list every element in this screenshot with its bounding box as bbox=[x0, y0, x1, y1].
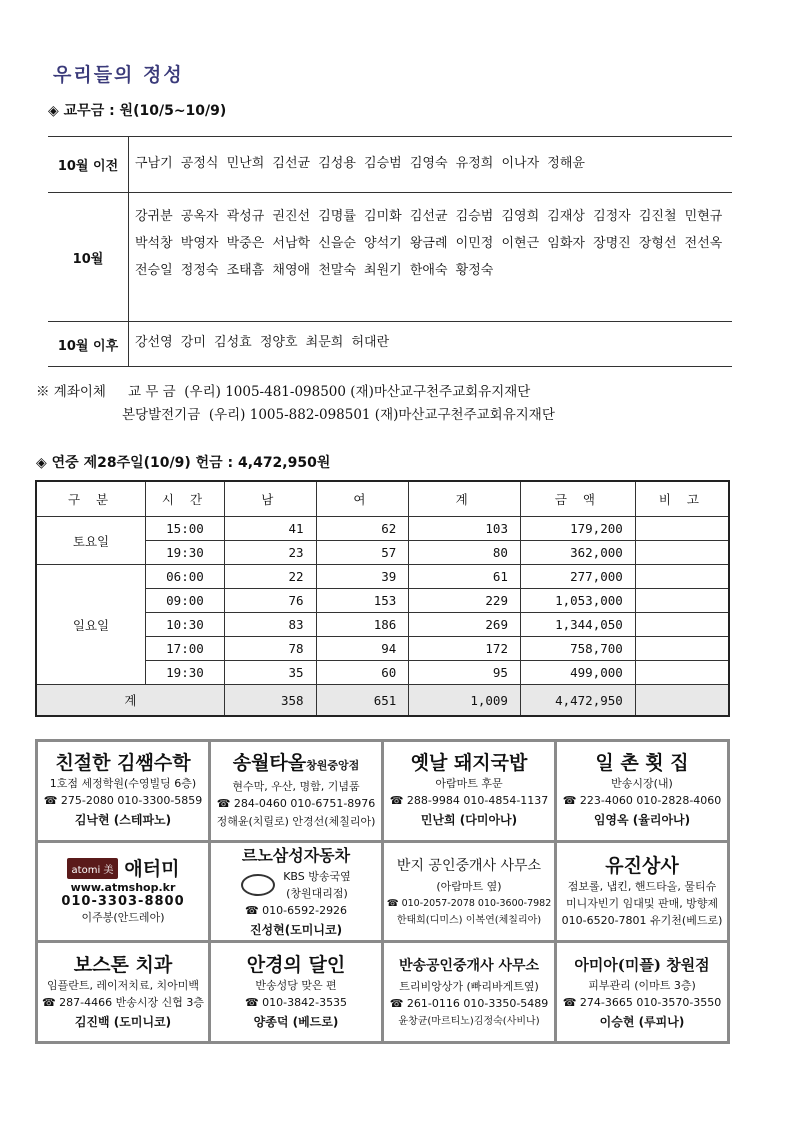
ad-title: 유진상사 bbox=[605, 854, 679, 877]
ad-phone: ☎ 288-9984 010-4854-1137 bbox=[389, 794, 549, 808]
cell: 35 bbox=[224, 661, 316, 685]
cell: 651 bbox=[316, 685, 409, 717]
divider bbox=[48, 192, 732, 193]
cell bbox=[635, 637, 729, 661]
cell: 09:00 bbox=[146, 589, 225, 613]
ad-phone: ☎ 010-3842-3535 bbox=[244, 995, 348, 1009]
cell: 758,700 bbox=[520, 637, 635, 661]
collection-heading: ◈ 연중 제28주일(10/9) 헌금 : 4,472,950원 bbox=[36, 455, 331, 471]
ad-line: 미니자빈기 임대및 판매, 방향제 bbox=[565, 896, 719, 910]
ad-phone: ☎ 275-2080 010-3300-5859 bbox=[43, 794, 203, 808]
ad-card bbox=[38, 843, 208, 941]
row-label-october: 10월 bbox=[72, 252, 104, 267]
cell: 277,000 bbox=[520, 565, 635, 589]
cell: 186 bbox=[316, 613, 409, 637]
ad-title: 옛날 돼지국밥 bbox=[410, 752, 528, 775]
ad-line: 반송시장(내) bbox=[611, 777, 673, 791]
cell: 83 bbox=[224, 613, 316, 637]
ad-title: 반지 공인중개사 사무소 bbox=[396, 857, 542, 874]
cell bbox=[635, 565, 729, 589]
ad-phone: ☎ 287-4466 반송시장 신협 3층 bbox=[41, 995, 205, 1009]
ad-phone: ☎ 223-4060 010-2828-4060 bbox=[562, 794, 722, 808]
ad-owner: 한태희(디미스) 이복연(체칠리아) bbox=[396, 914, 542, 926]
cell: 62 bbox=[316, 517, 409, 541]
collection-table bbox=[35, 480, 730, 717]
ad-card bbox=[211, 943, 381, 1041]
day-label: 토요일 bbox=[36, 517, 146, 565]
ad-title: 보스톤 치과 bbox=[73, 953, 173, 976]
cell: 15:00 bbox=[146, 517, 225, 541]
ad-phone: ☎ 010-6592-2926 bbox=[244, 903, 348, 917]
cell: 39 bbox=[316, 565, 409, 589]
cell: 153 bbox=[316, 589, 409, 613]
cell: 80 bbox=[409, 541, 521, 565]
ad-owner: 김낙현 (스테파노) bbox=[74, 813, 172, 828]
ad-line: 반송성당 맞은 편 bbox=[255, 978, 337, 992]
ad-card bbox=[38, 742, 208, 840]
cell: 06:00 bbox=[146, 565, 225, 589]
ad-line: (창원대리점) bbox=[286, 886, 348, 900]
ad-card bbox=[211, 843, 381, 941]
col-header: 시 간 bbox=[146, 481, 225, 517]
ad-title: 반송공인중개사 사무소 bbox=[398, 958, 540, 975]
cell: 103 bbox=[409, 517, 521, 541]
cell: 76 bbox=[224, 589, 316, 613]
divider bbox=[48, 136, 732, 137]
names-before: 구남기 공정식 민난희 김선균 김성용 김승범 김영숙 유정희 이나자 정해윤 bbox=[135, 156, 585, 171]
ad-title: 아미아(미플) 창원점 bbox=[574, 955, 710, 974]
ad-line: KBS 방송국옆 bbox=[283, 869, 351, 883]
car-logo-icon bbox=[241, 874, 275, 896]
ad-line: 아람마트 후문 bbox=[435, 777, 503, 791]
ad-title: 친절한 김쌤수학 bbox=[55, 752, 191, 775]
divider bbox=[128, 136, 129, 366]
col-header: 비 고 bbox=[635, 481, 729, 517]
ad-card bbox=[38, 943, 208, 1041]
col-header: 금 액 bbox=[520, 481, 635, 517]
day-label: 일요일 bbox=[36, 565, 146, 685]
ad-title: 애터미 bbox=[124, 857, 180, 880]
divider bbox=[48, 366, 732, 367]
total-row bbox=[36, 685, 729, 717]
ad-line: (아람마트 옆) bbox=[436, 879, 502, 893]
ad-owner: 윤창균(마르티노)김정숙(사비나) bbox=[398, 1016, 540, 1028]
ad-card bbox=[557, 843, 727, 941]
cell: 179,200 bbox=[520, 517, 635, 541]
ad-url: www.atmshop.kr bbox=[70, 880, 176, 894]
ad-line: 1호점 세정학원(수영빌딩 6층) bbox=[49, 777, 197, 791]
cell: 41 bbox=[224, 517, 316, 541]
cell bbox=[635, 541, 729, 565]
ad-card bbox=[211, 742, 381, 840]
ad-phone: ☎ 274-3665 010-3570-3550 bbox=[562, 995, 722, 1009]
names-october: 강귀분 공옥자 곽성규 권진선 김명률 김미화 김선균 김승범 김영희 김재상 김정자 김진철 민현규 박석창 박영자 박중은 서남학 신을순 양석기 왕금례 이민정 이현근 임화자 장명진 장형선 전선옥 전승일 정정숙 조태흠 채영애 천말숙 최원기 한애숙 황정숙 bbox=[135, 209, 723, 278]
cell: 23 bbox=[224, 541, 316, 565]
cell: 172 bbox=[409, 637, 521, 661]
col-header: 구 분 bbox=[36, 481, 146, 517]
ad-phone: 010-6520-7801 유기천(베드로) bbox=[561, 913, 723, 927]
cell: 10:30 bbox=[146, 613, 225, 637]
cell bbox=[635, 517, 729, 541]
cell: 229 bbox=[409, 589, 521, 613]
ad-title: 르노삼성자동차 bbox=[241, 845, 351, 865]
cell: 17:00 bbox=[146, 637, 225, 661]
total-label: 계 bbox=[36, 685, 224, 717]
ad-title: 송월타올창원중앙점 bbox=[232, 752, 360, 775]
ad-title: 일 촌 횟 집 bbox=[595, 752, 689, 775]
cell: 499,000 bbox=[520, 661, 635, 685]
cell: 95 bbox=[409, 661, 521, 685]
atomi-badge-icon: atomi 美 bbox=[67, 858, 119, 879]
tithe-heading: ◈ 교무금 : 원(10/5~10/9) bbox=[48, 103, 227, 119]
ad-line: 점보롤, 냅킨, 핸드타올, 물티슈 bbox=[567, 879, 717, 893]
ad-card bbox=[384, 843, 554, 941]
names-after: 강선영 강미 김성효 정양호 최문희 허대란 bbox=[135, 335, 390, 350]
col-header: 남 bbox=[224, 481, 316, 517]
table-header bbox=[36, 481, 729, 517]
cell: 94 bbox=[316, 637, 409, 661]
cell: 1,344,050 bbox=[520, 613, 635, 637]
ad-owner: 정해윤(치릴로) 안경선(체칠리아) bbox=[216, 815, 376, 829]
ad-owner: 이주봉(안드레아) bbox=[81, 910, 165, 924]
cell: 19:30 bbox=[146, 661, 225, 685]
ad-phone: ☎ 284-0460 010-6751-8976 bbox=[216, 797, 376, 811]
ad-card bbox=[557, 742, 727, 840]
ad-owner: 민난희 (다미아나) bbox=[420, 813, 518, 828]
cell: 22 bbox=[224, 565, 316, 589]
account-fund: 본당발전기금 (우리) 1005-882-098501 (재)마산교구천주교회유지재단 bbox=[122, 407, 555, 423]
cell bbox=[635, 589, 729, 613]
row-label-after: 10월 이후 bbox=[57, 339, 119, 354]
cell: 19:30 bbox=[146, 541, 225, 565]
col-header: 계 bbox=[409, 481, 521, 517]
cell bbox=[635, 685, 729, 717]
ad-line: 현수막, 우산, 명함, 기념품 bbox=[232, 780, 360, 794]
col-header: 여 bbox=[316, 481, 409, 517]
atomi-logo bbox=[67, 857, 180, 881]
section-title: 우리들의 정성 bbox=[53, 64, 184, 86]
cell bbox=[635, 613, 729, 637]
ad-owner: 임영옥 (율리아나) bbox=[593, 813, 691, 828]
ads-grid bbox=[35, 739, 730, 1044]
cell: 60 bbox=[316, 661, 409, 685]
ad-owner: 진성현(도미니코) bbox=[249, 922, 343, 937]
table-row bbox=[36, 565, 729, 589]
ad-phone: ☎ 010-2057-2078 010-3600-7982 bbox=[386, 897, 552, 909]
ad-title: 안경의 달인 bbox=[246, 953, 346, 976]
ad-line: 트리비앙상가 (빠리바게트옆) bbox=[399, 980, 539, 994]
cell: 57 bbox=[316, 541, 409, 565]
cell: 61 bbox=[409, 565, 521, 589]
ad-phone: 010-3303-8800 bbox=[61, 893, 185, 909]
ad-card bbox=[384, 742, 554, 840]
ad-card bbox=[384, 943, 554, 1041]
ad-line: 피부관리 (이마트 3층) bbox=[588, 978, 696, 992]
cell: 1,053,000 bbox=[520, 589, 635, 613]
cell: 1,009 bbox=[409, 685, 521, 717]
ad-owner: 양종덕 (베드로) bbox=[253, 1014, 339, 1029]
cell: 358 bbox=[224, 685, 316, 717]
ad-owner: 이승현 (루피나) bbox=[599, 1014, 685, 1029]
ad-card bbox=[557, 943, 727, 1041]
row-label-before: 10월 이전 bbox=[57, 159, 119, 174]
ad-owner: 김진백 (도미니코) bbox=[74, 1014, 172, 1029]
account-note: ※ 계좌이체 bbox=[36, 384, 106, 400]
ad-phone: ☎ 261-0116 010-3350-5489 bbox=[389, 997, 549, 1011]
table-row bbox=[36, 517, 729, 541]
cell: 78 bbox=[224, 637, 316, 661]
ad-line: 임플란트, 레이저치료, 치아미백 bbox=[46, 978, 200, 992]
cell bbox=[635, 661, 729, 685]
cell: 362,000 bbox=[520, 541, 635, 565]
divider bbox=[48, 321, 732, 322]
cell: 269 bbox=[409, 613, 521, 637]
cell: 4,472,950 bbox=[520, 685, 635, 717]
account-tithe: 교 무 금 (우리) 1005-481-098500 (재)마산교구천주교회유지재단 bbox=[128, 384, 531, 400]
